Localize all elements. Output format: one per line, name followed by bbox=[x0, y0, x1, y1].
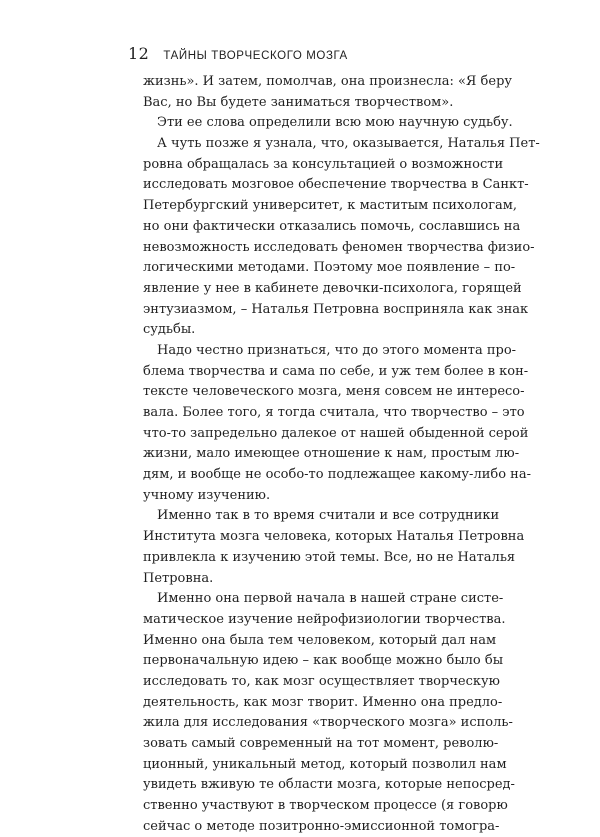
text-line: Петербургский университет, к маститым психологам, bbox=[143, 198, 518, 214]
running-header bbox=[128, 44, 348, 63]
running-title: ТАЙНЫ ТВОРЧЕСКОГО МОЗГА bbox=[163, 50, 348, 62]
text-line: зовать самый современный на тот момент, револю- bbox=[143, 736, 499, 751]
text-line: явление у нее в кабинете девочки-психолога, горящей bbox=[143, 280, 522, 296]
text-line: исследовать мозговое обеспечение творчества в Санкт- bbox=[143, 177, 529, 193]
text-line: невозможность исследовать феномен творчества физио- bbox=[143, 239, 535, 255]
text-line: Вас, но Вы будете заниматься творчеством». bbox=[143, 94, 454, 110]
text-line: ственно участвуют в творческом процессе (я говорю bbox=[143, 798, 508, 814]
page-number: 12 bbox=[128, 44, 150, 63]
text-line: А чуть позже я узнала, что, оказывается, Наталья Пет- bbox=[157, 136, 540, 152]
text-line: жизнь». И затем, помолчав, она произнесла: «Я беру bbox=[143, 74, 513, 89]
text-line: Именно она первой начала в нашей стране систе- bbox=[157, 591, 504, 607]
text-line: Именно она была тем человеком, который дал нам bbox=[143, 632, 497, 648]
text-line: исследовать то, как мозг осуществляет творческую bbox=[143, 673, 500, 689]
text-line: жизни, мало имеющее отношение к нам, простым лю- bbox=[143, 446, 520, 462]
text-line: Эти ее слова определили всю мою научную судьбу. bbox=[157, 115, 513, 131]
text-line: тексте человеческого мозга, меня совсем не интересо- bbox=[143, 384, 525, 400]
text-line: что-то запредельно далекое от нашей обыденной серой bbox=[143, 425, 529, 441]
body-text bbox=[143, 72, 540, 837]
text-line: судьбы. bbox=[143, 322, 196, 338]
text-line: Надо честно признаться, что до этого момента про- bbox=[157, 342, 517, 358]
text-line: но они фактически отказались помочь, сославшись на bbox=[143, 218, 521, 234]
text-line: жила для исследования «творческого мозга» исполь- bbox=[143, 715, 513, 731]
text-line: учному изучению. bbox=[143, 487, 271, 503]
text-line: ровна обращалась за консультацией о возможности bbox=[143, 156, 504, 172]
text-line: блема творчества и сама по себе, и уж тем более в кон- bbox=[143, 363, 529, 379]
text-line: привлекла к изучению этой темы. Все, но не Наталья bbox=[143, 549, 516, 565]
text-line: энтузиазмом, – Наталья Петровна восприняла как знак bbox=[143, 301, 529, 317]
text-line: матическое изучение нейрофизиологии творчества. bbox=[143, 611, 506, 627]
text-line: Именно так в то время считали и все сотрудники bbox=[157, 508, 500, 524]
text-line: увидеть вживую те области мозга, которые непосред- bbox=[143, 777, 515, 793]
text-line: дям, и вообще не особо-то подлежащее какому-либо на- bbox=[143, 467, 531, 483]
text-line: Петровна. bbox=[143, 570, 214, 586]
text-line: сейчас о методе позитронно-эмиссионной томогра- bbox=[143, 818, 500, 834]
text-line: Института мозга человека, которых Наталья Петровна bbox=[143, 529, 525, 545]
text-line: вала. Более того, я тогда считала, что творчество – это bbox=[143, 405, 525, 420]
text-line: деятельность, как мозг творит. Именно она предло- bbox=[143, 694, 503, 710]
text-line: первоначальную идею – как вообще можно было бы bbox=[143, 653, 504, 669]
text-line: логическими методами. Поэтому мое появление – по- bbox=[143, 260, 516, 276]
text-line: ционный, уникальный метод, который позволил нам bbox=[143, 756, 507, 772]
